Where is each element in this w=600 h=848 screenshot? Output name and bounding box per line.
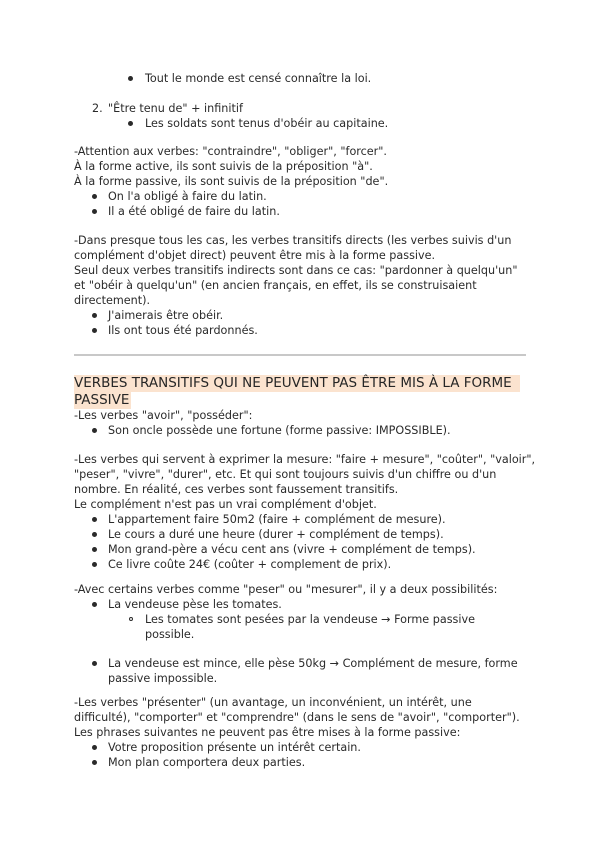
- example-line: Les tomates sont pesées par la vendeuse → Forme passive: [145, 613, 475, 626]
- bullet-icon: [92, 547, 97, 552]
- example-line: La vendeuse est mince, elle pèse 50kg → Complément de mesure, forme: [108, 657, 518, 670]
- example-line: Mon plan comportera deux parties.: [108, 756, 306, 769]
- paragraph-line: nombre. En réalité, ces verbes sont faussement transitifs.: [74, 483, 399, 496]
- paragraph-line: "peser", "vivre", "durer", etc. Et qui sont toujours suivis d'un chiffre ou d'un: [74, 468, 497, 481]
- bullet-icon: [92, 602, 97, 607]
- sub-bullet-icon: [129, 617, 133, 621]
- bullet-icon: [92, 428, 97, 433]
- bullet-icon: [92, 328, 97, 333]
- paragraph-line: -Les verbes "présenter" (un avantage, un inconvénient, un intérêt, une: [74, 696, 472, 709]
- paragraph-line: directement).: [74, 294, 151, 307]
- example-line: La vendeuse pèse les tomates.: [108, 598, 282, 611]
- bullet-icon: [92, 745, 97, 750]
- bullet-icon: [128, 76, 133, 81]
- example-line: J'aimerais être obéir.: [108, 309, 224, 322]
- bullet-icon: [92, 532, 97, 537]
- bullet-icon: [92, 562, 97, 567]
- bullet-icon: [92, 194, 97, 199]
- paragraph-line: À la forme passive, ils sont suivis de la préposition "de".: [74, 175, 389, 188]
- horizontal-divider: [74, 354, 526, 356]
- paragraph-line: -Avec certains verbes comme "peser" ou "mesurer", il y a deux possibilités:: [74, 583, 498, 596]
- paragraph-line: À la forme active, ils sont suivis de la préposition "à".: [74, 160, 373, 173]
- paragraph-line: difficulté), "comporter" et "comprendre" (dans le sens de "avoir", "comporter").: [74, 711, 520, 724]
- example-line: On l'a obligé à faire du latin.: [108, 190, 267, 203]
- bullet-icon: [92, 209, 97, 214]
- section-heading: VERBES TRANSITIFS QUI NE PEUVENT PAS ÊTRE MIS À LA FORME: [74, 375, 512, 391]
- paragraph-line: -Les verbes qui servent à exprimer la mesure: "faire + mesure", "coûter", "valoir",: [74, 453, 536, 466]
- example-line: Ce livre coûte 24€ (coûter + complement de prix).: [108, 558, 392, 571]
- section-heading: PASSIVE: [74, 392, 130, 408]
- example-line: Tout le monde est censé connaître la loi.: [145, 72, 372, 85]
- bullet-icon: [92, 661, 97, 666]
- bullet-icon: [92, 517, 97, 522]
- example-line: possible.: [145, 628, 195, 641]
- example-line: Les soldats sont tenus d'obéir au capitaine.: [145, 117, 389, 130]
- example-line: Votre proposition présente un intérêt certain.: [108, 741, 361, 754]
- paragraph-line: -Dans presque tous les cas, les verbes transitifs directs (les verbes suivis d'un: [74, 234, 512, 247]
- paragraph-line: -Attention aux verbes: "contraindre", "obliger", "forcer".: [74, 145, 387, 158]
- example-line: L'appartement faire 50m2 (faire + complément de mesure).: [108, 513, 446, 526]
- example-line: passive impossible.: [108, 672, 218, 685]
- list-number: 2.: [92, 102, 103, 115]
- example-line: Ils ont tous été pardonnés.: [108, 324, 258, 337]
- paragraph-line: Les phrases suivantes ne peuvent pas être mises à la forme passive:: [74, 726, 461, 739]
- bullet-icon: [128, 121, 133, 126]
- paragraph-line: -Les verbes "avoir", "posséder":: [74, 409, 253, 422]
- example-line: Le cours a duré une heure (durer + complément de temps).: [108, 528, 444, 541]
- list-item: "Être tenu de" + infinitif: [108, 102, 243, 115]
- example-line: Mon grand-père a vécu cent ans (vivre + complément de temps).: [108, 543, 476, 556]
- example-line: Il a été obligé de faire du latin.: [108, 205, 280, 218]
- bullet-icon: [92, 760, 97, 765]
- paragraph-line: Le complément n'est pas un vrai complément d'objet.: [74, 498, 377, 511]
- bullet-icon: [92, 313, 97, 318]
- example-line: Son oncle possède une fortune (forme passive: IMPOSSIBLE).: [108, 424, 451, 437]
- paragraph-line: et "obéir à quelqu'un" (en ancien français, en effet, ils se construisaient: [74, 279, 477, 292]
- paragraph-line: complément d'objet direct) peuvent être mis à la forme passive.: [74, 249, 436, 262]
- paragraph-line: Seul deux verbes transitifs indirects sont dans ce cas: "pardonner à quelqu'un": [74, 264, 518, 277]
